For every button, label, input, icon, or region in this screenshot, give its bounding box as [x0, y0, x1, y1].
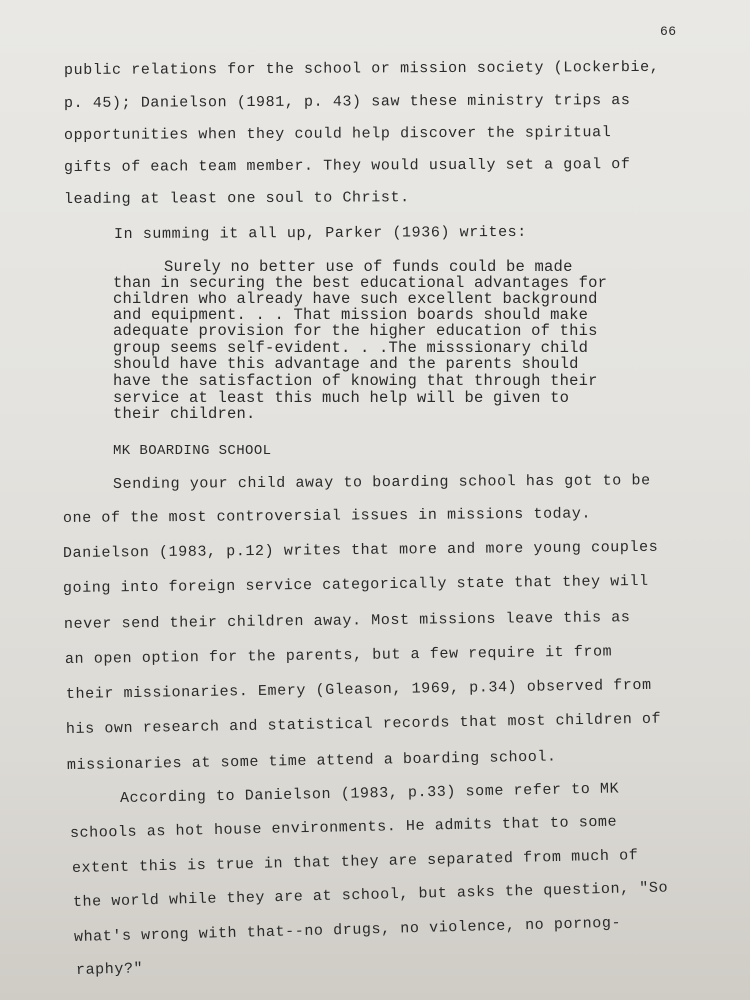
- paragraph-1-line: gifts of each team member. They would usually set a goal of: [63, 156, 631, 176]
- block-quote-line: than in securing the best educational advantages for: [113, 274, 608, 292]
- paragraph-1-line: public relations for the school or mission society (Lockerbie,: [63, 58, 660, 79]
- paragraph-3-line: what's wrong with that--no drugs, no violence, no pornog-: [73, 914, 622, 946]
- block-quote-line: have the satisfaction of knowing that through their: [113, 372, 598, 390]
- paragraph-3-line: According to Danielson (1983, p.33) some refer to MK: [119, 780, 620, 807]
- paragraph-2-line: an open option for the parents, but a few require it from: [64, 643, 613, 668]
- block-quote-line: Surely no better use of funds could be made: [164, 258, 573, 276]
- block-quote-line: their children.: [113, 405, 256, 423]
- paragraph-2-line: his own research and statistical records that most children of: [65, 710, 662, 738]
- block-quote-line: adequate provision for the higher education of this: [113, 322, 598, 340]
- paragraph-3-line: the world while they are at school, but asks the question, "So: [72, 879, 669, 911]
- paragraph-2-line: their missionaries. Emery (Gleason, 1969, p.34) observed from: [65, 676, 652, 703]
- paragraph-2-line: going into foreign service categorically state that they will: [62, 572, 649, 597]
- paragraph-2-line: one of the most controversial issues in missions today.: [62, 505, 592, 527]
- block-quote-line: service at least this much help will be given to: [113, 389, 570, 407]
- paragraph-3-line: extent this is true in that they are separated from much of: [71, 847, 639, 877]
- block-quote-line: group seems self-evident. . .The misssionary child: [113, 339, 589, 357]
- paragraph-1-line: leading at least one soul to Christ.: [63, 189, 410, 208]
- block-quote-line: and equipment. . . That mission boards should make: [113, 306, 589, 324]
- paragraph-2-line: missionaries at some time attend a boarding school.: [66, 748, 557, 774]
- block-quote-line: should have this advantage and the parents should: [113, 355, 579, 373]
- section-heading: MK BOARDING SCHOOL: [113, 443, 272, 459]
- block-quote-line: children who already have such excellent background: [113, 290, 598, 308]
- paragraph-3-line: schools as hot house environments. He admits that to some: [69, 813, 618, 842]
- page-number: 66: [660, 24, 677, 39]
- paragraph-2-line: Danielson (1983, p.12) writes that more and more young couples: [62, 538, 659, 562]
- paragraph-1-line: p. 45); Danielson (1981, p. 43) saw these ministry trips as: [63, 92, 631, 112]
- quote-intro: In summing it all up, Parker (1936) writes:: [113, 223, 527, 243]
- paragraph-2-line: Sending your child away to boarding school has got to be: [112, 472, 651, 493]
- paragraph-3-line: raphy?": [75, 960, 144, 979]
- paragraph-2-line: never send their children away. Most missions leave this as: [63, 609, 631, 633]
- paragraph-1-line: opportunities when they could help discover the spiritual: [63, 124, 612, 144]
